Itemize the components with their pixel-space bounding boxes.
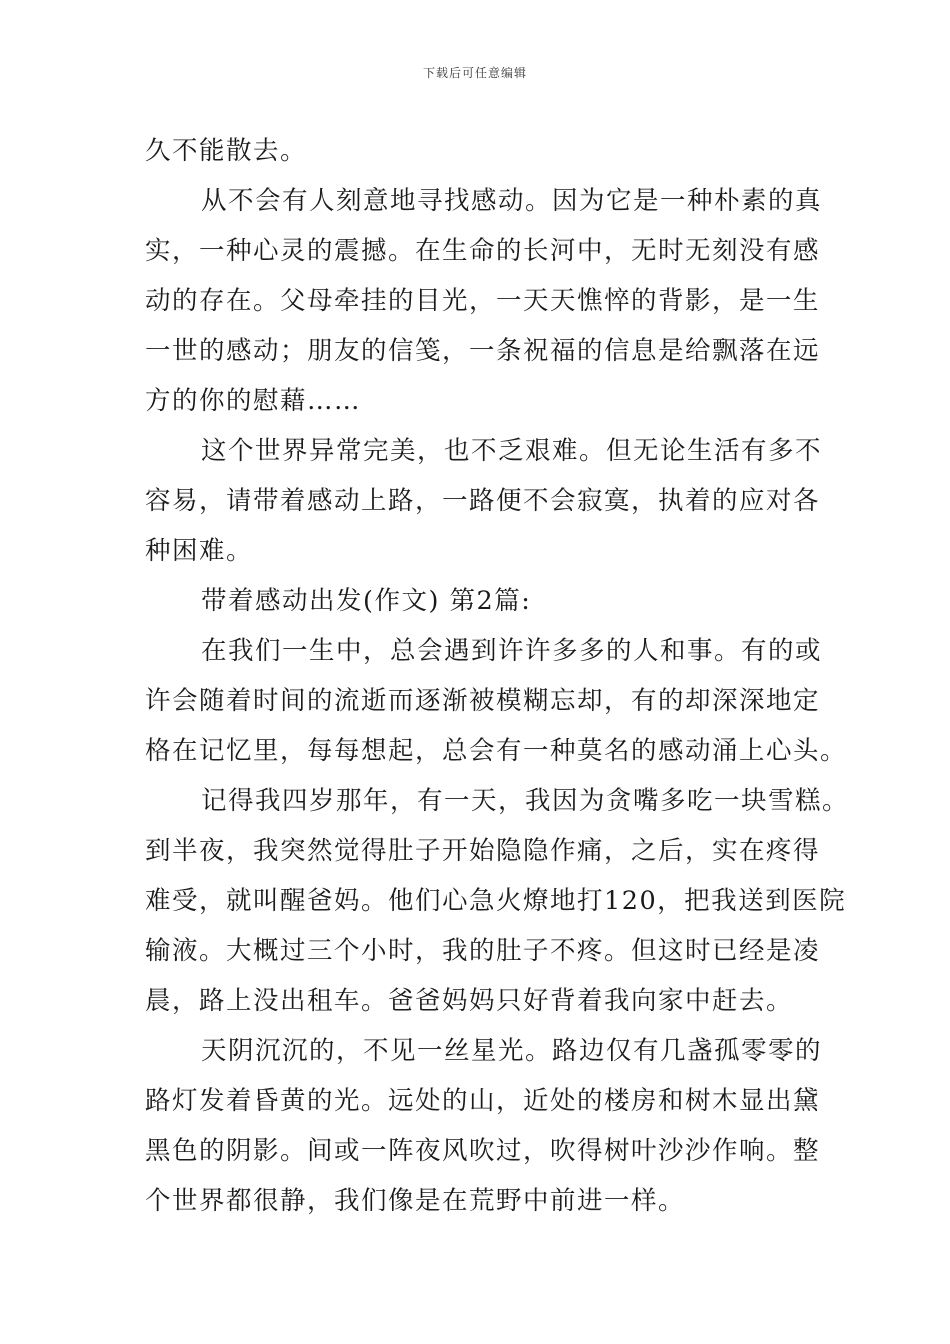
text-line: 天阴沉沉的，不见一丝星光。路边仅有几盏孤零零的 xyxy=(201,1036,823,1066)
text-line: 个世界都很静，我们像是在荒野中前进一样。 xyxy=(145,1186,686,1216)
text-line: 路灯发着昏黄的光。远处的山，近处的楼房和树木显出黛 xyxy=(145,1086,821,1116)
text-line: 格在记忆里，每每想起，总会有一种莫名的感动涌上心头。 xyxy=(145,736,848,766)
text-line: 实，一种心灵的震撼。在生命的长河中，无时无刻没有感 xyxy=(145,236,821,266)
text-line: 输液。大概过三个小时，我的肚子不疼。但这时已经是凌 xyxy=(145,936,821,966)
text-line: 动的存在。父母牵挂的目光，一天天憔悴的背影，是一生 xyxy=(145,286,821,316)
text-line: 记得我四岁那年，有一天，我因为贪嘴多吃一块雪糕。 xyxy=(201,786,850,816)
document-body xyxy=(145,126,850,1226)
text-line: 方的你的慰藉…… xyxy=(145,386,362,416)
text-line: 从不会有人刻意地寻找感动。因为它是一种朴素的真 xyxy=(201,186,823,216)
text-line: 在我们一生中，总会遇到许许多多的人和事。有的或 xyxy=(201,636,823,666)
text-line: 带着感动出发(作文) 第2篇: xyxy=(201,586,532,616)
text-line: 久不能散去。 xyxy=(145,136,308,166)
text-line: 种困难。 xyxy=(145,536,254,566)
text-line: 黑色的阴影。间或一阵夜风吹过，吹得树叶沙沙作响。整 xyxy=(145,1136,821,1166)
text-line: 许会随着时间的流逝而逐渐被模糊忘却，有的却深深地定 xyxy=(145,686,821,716)
text-line: 晨，路上没出租车。爸爸妈妈只好背着我向家中赶去。 xyxy=(145,986,794,1016)
text-line: 这个世界异常完美，也不乏艰难。但无论生活有多不 xyxy=(201,436,823,466)
text-line: 一世的感动；朋友的信笺，一条祝福的信息是给飘落在远 xyxy=(145,336,821,366)
text-line: 难受，就叫醒爸妈。他们心急火燎地打120，把我送到医院 xyxy=(145,886,847,916)
text-line: 容易，请带着感动上路，一路便不会寂寞，执着的应对各 xyxy=(145,486,821,516)
page-header: 下载后可任意编辑 xyxy=(422,66,527,80)
text-line: 到半夜，我突然觉得肚子开始隐隐作痛，之后，实在疼得 xyxy=(145,836,821,866)
